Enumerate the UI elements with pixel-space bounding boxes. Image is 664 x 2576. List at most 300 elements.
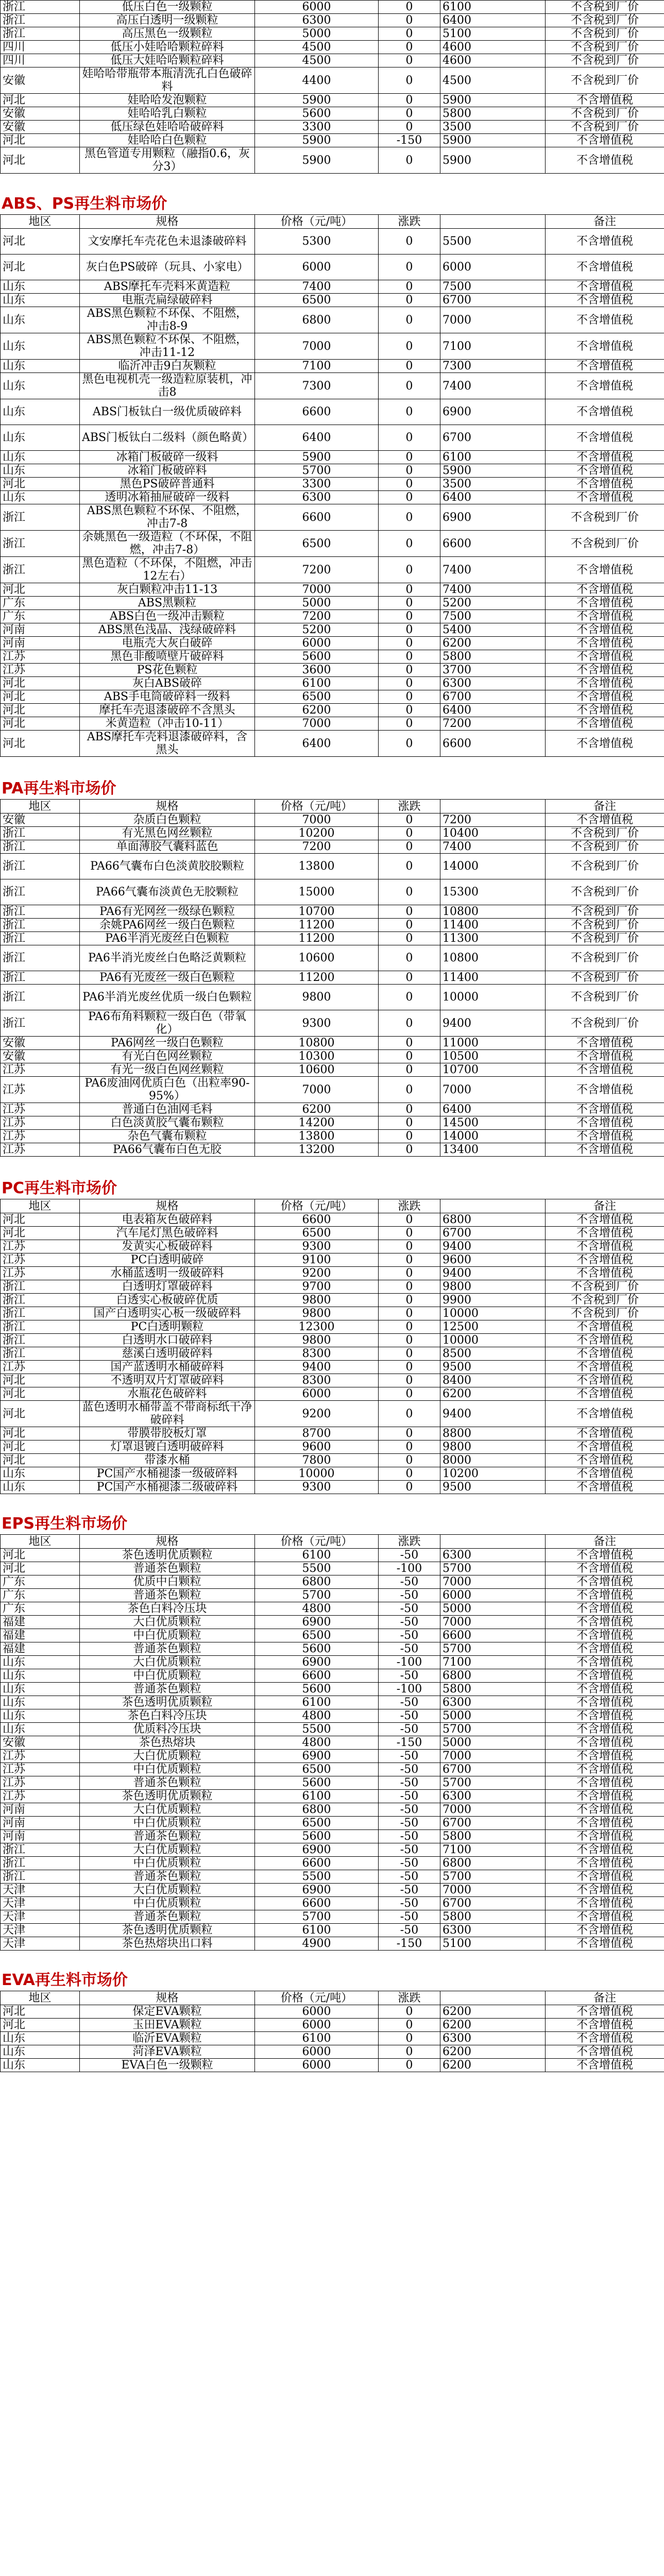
cell-spec: 摩托车壳退漆破碎不含黑头 xyxy=(80,704,255,717)
cell-price: 9800 xyxy=(255,1307,379,1320)
cell-note: 不含税到厂价 xyxy=(546,827,664,840)
cell-region: 浙江 xyxy=(1,27,80,41)
cell-spec: PA6半消光废丝优质一级白色颗粒 xyxy=(80,985,255,1010)
cell-note: 不含增值税 xyxy=(546,2005,664,2019)
table-row xyxy=(1,1130,664,1143)
cell-change: -50 xyxy=(379,1843,440,1857)
cell-prev: 14500 xyxy=(440,1116,546,1130)
cell-note: 不含增值税 xyxy=(546,373,664,399)
header-spec: 规格 xyxy=(80,800,255,814)
cell-prev: 6200 xyxy=(440,2059,546,2072)
cell-region: 浙江 xyxy=(1,1280,80,1294)
cell-change: 0 xyxy=(379,1010,440,1037)
cell-region: 河北 xyxy=(1,1213,80,1227)
cell-change: 0 xyxy=(379,932,440,945)
table-row xyxy=(1,1401,664,1427)
cell-price: 6900 xyxy=(255,1884,379,1897)
cell-prev: 4600 xyxy=(440,54,546,67)
cell-change: 0 xyxy=(379,478,440,491)
table-row xyxy=(1,333,664,360)
cell-change: 0 xyxy=(379,491,440,504)
cell-prev: 7100 xyxy=(440,1656,546,1669)
cell-change: 0 xyxy=(379,1130,440,1143)
header-spec: 规格 xyxy=(80,1535,255,1549)
cell-change: 0 xyxy=(379,664,440,677)
header-spec: 规格 xyxy=(80,215,255,229)
cell-spec: 低压小娃哈哈颗粒碎料 xyxy=(80,41,255,54)
table-row xyxy=(1,854,664,879)
cell-prev: 5700 xyxy=(440,1723,546,1736)
cell-change: -50 xyxy=(379,1696,440,1709)
header-region: 地区 xyxy=(1,800,80,814)
cell-note: 不含增值税 xyxy=(546,814,664,827)
cell-note: 不含税到厂价 xyxy=(546,932,664,945)
table-header-row xyxy=(1,215,664,229)
cell-note: 不含增值税 xyxy=(546,1213,664,1227)
table-row xyxy=(1,1280,664,1294)
cell-region: 浙江 xyxy=(1,945,80,971)
cell-note: 不含增值税 xyxy=(546,1077,664,1103)
cell-region: 山东 xyxy=(1,2032,80,2045)
table-row xyxy=(1,2019,664,2032)
cell-change: 0 xyxy=(379,2005,440,2019)
cell-change: 0 xyxy=(379,919,440,932)
cell-region: 河北 xyxy=(1,2005,80,2019)
cell-prev: 9400 xyxy=(440,1401,546,1427)
cell-spec: ABS门板钛白二级料（颜色略黄） xyxy=(80,425,255,451)
cell-spec: ABS黑色颗粒不环保、不阻燃，冲击7-8 xyxy=(80,504,255,531)
table-row xyxy=(1,717,664,731)
cell-region: 江苏 xyxy=(1,1763,80,1776)
header-empty xyxy=(440,215,546,229)
cell-price: 10000 xyxy=(255,1467,379,1481)
cell-prev: 15300 xyxy=(440,879,546,905)
table-row xyxy=(1,1294,664,1307)
cell-note: 不含增值税 xyxy=(546,294,664,307)
header-change: 涨跌 xyxy=(379,1535,440,1549)
cell-price: 6300 xyxy=(255,491,379,504)
cell-spec: ABS摩托车壳料米黄造粒 xyxy=(80,280,255,294)
cell-prev: 6100 xyxy=(440,451,546,464)
cell-spec: 茶色白料冷压块 xyxy=(80,1602,255,1616)
cell-prev: 3700 xyxy=(440,664,546,677)
cell-note: 不含增值税 xyxy=(546,637,664,650)
cell-spec: 灯罩退镀白透明破碎料 xyxy=(80,1440,255,1454)
cell-prev: 5700 xyxy=(440,1562,546,1575)
cell-prev: 6400 xyxy=(440,491,546,504)
cell-note: 不含增值税 xyxy=(546,2019,664,2032)
cell-change: 0 xyxy=(379,2059,440,2072)
cell-note: 不含增值税 xyxy=(546,425,664,451)
table-row xyxy=(1,1884,664,1897)
cell-prev: 7000 xyxy=(440,1077,546,1103)
cell-prev: 6100 xyxy=(440,1,546,14)
header-spec: 规格 xyxy=(80,1991,255,2005)
table-row xyxy=(1,147,664,174)
cell-note: 不含增值税 xyxy=(546,1575,664,1589)
cell-note: 不含增值税 xyxy=(546,1803,664,1817)
cell-note: 不含增值税 xyxy=(546,1910,664,1924)
table-row xyxy=(1,1709,664,1723)
cell-prev: 5700 xyxy=(440,1776,546,1790)
cell-region: 江苏 xyxy=(1,1116,80,1130)
cell-spec: 白色淡黄胶气囊布颗粒 xyxy=(80,1116,255,1130)
cell-note: 不含增值税 xyxy=(546,1374,664,1387)
cell-change: 0 xyxy=(379,107,440,121)
table-row xyxy=(1,229,664,255)
cell-spec: 灰白颗粒冲击11-13 xyxy=(80,583,255,597)
cell-price: 10300 xyxy=(255,1050,379,1063)
cell-region: 江苏 xyxy=(1,1063,80,1077)
cell-change: 0 xyxy=(379,1063,440,1077)
cell-prev: 3500 xyxy=(440,121,546,134)
cell-note: 不含增值税 xyxy=(546,1130,664,1143)
cell-price: 7200 xyxy=(255,610,379,623)
cell-prev: 9900 xyxy=(440,1294,546,1307)
cell-spec: PA6网丝一级白色颗粒 xyxy=(80,1037,255,1050)
cell-spec: PC白透明破碎 xyxy=(80,1253,255,1267)
table-row xyxy=(1,1050,664,1063)
cell-prev: 6700 xyxy=(440,1227,546,1240)
cell-prev: 5400 xyxy=(440,623,546,637)
cell-change: 0 xyxy=(379,731,440,757)
header-change: 涨跌 xyxy=(379,1991,440,2005)
cell-spec: 灰白色PS破碎（玩具、小家电） xyxy=(80,255,255,280)
cell-region: 江苏 xyxy=(1,1130,80,1143)
cell-spec: 有光白色网丝颗粒 xyxy=(80,1050,255,1063)
cell-spec: 中白优质颗粒 xyxy=(80,1817,255,1830)
cell-note: 不含增值税 xyxy=(546,1143,664,1157)
cell-region: 浙江 xyxy=(1,1843,80,1857)
cell-region: 河北 xyxy=(1,1562,80,1575)
table-row xyxy=(1,1374,664,1387)
table-row xyxy=(1,919,664,932)
cell-prev: 6700 xyxy=(440,690,546,704)
table-row xyxy=(1,557,664,583)
cell-prev: 6600 xyxy=(440,731,546,757)
cell-spec: PC国产水桶褪漆二级破碎料 xyxy=(80,1481,255,1494)
cell-price: 6000 xyxy=(255,255,379,280)
price-table-abs xyxy=(0,214,664,757)
cell-price: 6100 xyxy=(255,1549,379,1562)
cell-price: 3300 xyxy=(255,121,379,134)
table-row xyxy=(1,623,664,637)
table-row xyxy=(1,1669,664,1683)
cell-change: 0 xyxy=(379,1361,440,1374)
cell-price: 3600 xyxy=(255,664,379,677)
cell-spec: 黑色电视机壳一级造粒原装机，冲击8 xyxy=(80,373,255,399)
cell-note: 不含增值税 xyxy=(546,1616,664,1629)
cell-prev: 6800 xyxy=(440,1669,546,1683)
cell-price: 7000 xyxy=(255,333,379,360)
table-row xyxy=(1,1549,664,1562)
cell-change: -50 xyxy=(379,1549,440,1562)
cell-region: 河北 xyxy=(1,731,80,757)
table-row xyxy=(1,1575,664,1589)
cell-region: 河北 xyxy=(1,1227,80,1240)
cell-prev: 6400 xyxy=(440,1103,546,1116)
cell-price: 5600 xyxy=(255,107,379,121)
cell-price: 9300 xyxy=(255,1010,379,1037)
cell-change: 0 xyxy=(379,690,440,704)
cell-region: 浙江 xyxy=(1,932,80,945)
cell-note: 不含税到厂价 xyxy=(546,14,664,27)
cell-prev: 14000 xyxy=(440,854,546,879)
cell-prev: 9500 xyxy=(440,1481,546,1494)
cell-price: 12300 xyxy=(255,1320,379,1334)
header-note: 备注 xyxy=(546,215,664,229)
table-row xyxy=(1,294,664,307)
cell-region: 天津 xyxy=(1,1910,80,1924)
cell-price: 9200 xyxy=(255,1267,379,1280)
cell-region: 河北 xyxy=(1,690,80,704)
cell-region: 山东 xyxy=(1,333,80,360)
cell-price: 7000 xyxy=(255,583,379,597)
cell-price: 6100 xyxy=(255,2032,379,2045)
header-empty xyxy=(440,1991,546,2005)
header-region: 地区 xyxy=(1,1535,80,1549)
cell-region: 浙江 xyxy=(1,557,80,583)
cell-region: 河北 xyxy=(1,2019,80,2032)
cell-note: 不含增值税 xyxy=(546,1750,664,1763)
table-row xyxy=(1,464,664,478)
cell-price: 9700 xyxy=(255,1280,379,1294)
cell-note: 不含增值税 xyxy=(546,1116,664,1130)
table-row xyxy=(1,985,664,1010)
cell-change: 0 xyxy=(379,255,440,280)
cell-region: 河北 xyxy=(1,1440,80,1454)
table-row xyxy=(1,107,664,121)
table-row xyxy=(1,255,664,280)
cell-spec: 低压白色一级颗粒 xyxy=(80,1,255,14)
cell-region: 河南 xyxy=(1,623,80,637)
cell-spec: 黑色非酸喷壁片破碎料 xyxy=(80,650,255,664)
cell-change: 0 xyxy=(379,121,440,134)
header-region: 地区 xyxy=(1,215,80,229)
table-row xyxy=(1,425,664,451)
cell-prev: 10000 xyxy=(440,985,546,1010)
cell-price: 9600 xyxy=(255,1440,379,1454)
cell-region: 浙江 xyxy=(1,905,80,919)
cell-price: 6000 xyxy=(255,2045,379,2059)
cell-note: 不含增值税 xyxy=(546,1481,664,1494)
cell-change: 0 xyxy=(379,67,440,94)
cell-change: -50 xyxy=(379,1790,440,1803)
cell-region: 山东 xyxy=(1,360,80,373)
cell-price: 7000 xyxy=(255,814,379,827)
cell-region: 安徽 xyxy=(1,1736,80,1750)
table-row xyxy=(1,94,664,107)
cell-change: 0 xyxy=(379,1,440,14)
cell-region: 浙江 xyxy=(1,827,80,840)
cell-price: 4800 xyxy=(255,1736,379,1750)
table-row xyxy=(1,134,664,147)
cell-region: 山东 xyxy=(1,280,80,294)
cell-note: 不含增值税 xyxy=(546,597,664,610)
cell-spec: 临沂EVA颗粒 xyxy=(80,2032,255,2045)
table-row xyxy=(1,121,664,134)
cell-note: 不含税到厂价 xyxy=(546,1010,664,1037)
table-row xyxy=(1,879,664,905)
table-row xyxy=(1,1843,664,1857)
cell-spec: 透明冰箱抽屉破碎一级料 xyxy=(80,491,255,504)
cell-price: 5200 xyxy=(255,623,379,637)
cell-change: 0 xyxy=(379,1213,440,1227)
cell-region: 江苏 xyxy=(1,1077,80,1103)
cell-spec: 大白优质颗粒 xyxy=(80,1884,255,1897)
cell-note: 不含增值税 xyxy=(546,1830,664,1843)
cell-price: 4800 xyxy=(255,1602,379,1616)
table-row xyxy=(1,1776,664,1790)
cell-region: 河南 xyxy=(1,1817,80,1830)
cell-price: 6800 xyxy=(255,307,379,333)
table-row xyxy=(1,531,664,557)
cell-region: 河北 xyxy=(1,1454,80,1467)
cell-note: 不含增值税 xyxy=(546,690,664,704)
cell-change: 0 xyxy=(379,1103,440,1116)
cell-prev: 6800 xyxy=(440,1213,546,1227)
cell-price: 9100 xyxy=(255,1253,379,1267)
cell-note: 不含增值税 xyxy=(546,1103,664,1116)
cell-prev: 5900 xyxy=(440,147,546,174)
table-row xyxy=(1,1763,664,1776)
cell-spec: 低压大娃哈哈颗粒碎料 xyxy=(80,54,255,67)
cell-note: 不含增值税 xyxy=(546,1897,664,1910)
table-row xyxy=(1,1307,664,1320)
cell-region: 山东 xyxy=(1,425,80,451)
table-row xyxy=(1,2005,664,2019)
cell-change: 0 xyxy=(379,1240,440,1253)
cell-region: 河南 xyxy=(1,1830,80,1843)
cell-note: 不含增值税 xyxy=(546,478,664,491)
cell-region: 广东 xyxy=(1,1589,80,1602)
cell-price: 7400 xyxy=(255,280,379,294)
table-row xyxy=(1,1616,664,1629)
cell-prev: 6300 xyxy=(440,1924,546,1937)
cell-change: 0 xyxy=(379,360,440,373)
cell-price: 8700 xyxy=(255,1427,379,1440)
cell-change: 0 xyxy=(379,294,440,307)
table-row xyxy=(1,1910,664,1924)
cell-spec: ABS黑色浅晶、浅绿破碎料 xyxy=(80,623,255,637)
cell-region: 福建 xyxy=(1,1629,80,1642)
table-row xyxy=(1,932,664,945)
table-row xyxy=(1,27,664,41)
cell-prev: 6000 xyxy=(440,1589,546,1602)
table-row xyxy=(1,54,664,67)
cell-change: -50 xyxy=(379,1602,440,1616)
cell-spec: 茶色透明优质颗粒 xyxy=(80,1696,255,1709)
section-title-eps: EPS再生料市场价 xyxy=(2,1515,128,1533)
cell-note: 不含税到厂价 xyxy=(546,840,664,854)
cell-change: 0 xyxy=(379,399,440,425)
cell-region: 浙江 xyxy=(1,1334,80,1347)
table-row xyxy=(1,1454,664,1467)
table-row xyxy=(1,1063,664,1077)
cell-prev: 5000 xyxy=(440,1709,546,1723)
cell-price: 5000 xyxy=(255,27,379,41)
cell-change: -50 xyxy=(379,1910,440,1924)
cell-price: 5700 xyxy=(255,1589,379,1602)
header-change: 涨跌 xyxy=(379,800,440,814)
cell-spec: 茶色透明优质颗粒 xyxy=(80,1549,255,1562)
header-price: 价格（元/吨） xyxy=(255,1199,379,1213)
cell-change: -150 xyxy=(379,1736,440,1750)
cell-note: 不含税到厂价 xyxy=(546,27,664,41)
cell-price: 6000 xyxy=(255,1387,379,1401)
cell-price: 6600 xyxy=(255,504,379,531)
cell-prev: 7400 xyxy=(440,583,546,597)
table-row xyxy=(1,945,664,971)
cell-price: 7300 xyxy=(255,373,379,399)
cell-price: 7200 xyxy=(255,557,379,583)
cell-price: 4500 xyxy=(255,41,379,54)
cell-change: 0 xyxy=(379,677,440,690)
section-title-eva: EVA再生料市场价 xyxy=(2,1971,128,1989)
cell-region: 山东 xyxy=(1,1723,80,1736)
cell-spec: PA6有光网丝一级绿色颗粒 xyxy=(80,905,255,919)
cell-region: 浙江 xyxy=(1,1857,80,1870)
cell-spec: 中白优质颗粒 xyxy=(80,1669,255,1683)
cell-change: 0 xyxy=(379,425,440,451)
cell-region: 浙江 xyxy=(1,504,80,531)
price-table-eva xyxy=(0,1991,664,2072)
table-row xyxy=(1,1481,664,1494)
table-row xyxy=(1,1240,664,1253)
cell-price: 6200 xyxy=(255,1103,379,1116)
cell-region: 广东 xyxy=(1,1602,80,1616)
cell-change: 0 xyxy=(379,147,440,174)
cell-change: 0 xyxy=(379,879,440,905)
cell-price: 9200 xyxy=(255,1401,379,1427)
cell-prev: 6200 xyxy=(440,2019,546,2032)
section-title-pc: PC再生料市场价 xyxy=(2,1179,117,1197)
cell-change: -50 xyxy=(379,1616,440,1629)
cell-price: 10600 xyxy=(255,945,379,971)
cell-price: 13800 xyxy=(255,854,379,879)
table-row xyxy=(1,704,664,717)
cell-region: 山东 xyxy=(1,294,80,307)
cell-region: 安徽 xyxy=(1,1050,80,1063)
cell-prev: 7400 xyxy=(440,840,546,854)
cell-spec: PS花色颗粒 xyxy=(80,664,255,677)
cell-change: 0 xyxy=(379,1440,440,1454)
cell-prev: 3500 xyxy=(440,478,546,491)
table-row xyxy=(1,827,664,840)
cell-region: 江苏 xyxy=(1,1776,80,1790)
cell-note: 不含增值税 xyxy=(546,1790,664,1803)
table-header-row xyxy=(1,1535,664,1549)
cell-price: 6600 xyxy=(255,1669,379,1683)
cell-price: 8300 xyxy=(255,1347,379,1361)
cell-prev: 7400 xyxy=(440,557,546,583)
cell-spec: 电瓶壳扁绿破碎料 xyxy=(80,294,255,307)
cell-change: 0 xyxy=(379,94,440,107)
cell-change: 0 xyxy=(379,610,440,623)
cell-change: 0 xyxy=(379,41,440,54)
cell-price: 6500 xyxy=(255,1763,379,1776)
cell-change: -100 xyxy=(379,1683,440,1696)
cell-region: 河北 xyxy=(1,134,80,147)
cell-spec: 中白优质颗粒 xyxy=(80,1629,255,1642)
cell-region: 浙江 xyxy=(1,531,80,557)
cell-note: 不含增值税 xyxy=(546,229,664,255)
cell-prev: 6200 xyxy=(440,2045,546,2059)
cell-region: 福建 xyxy=(1,1616,80,1629)
cell-region: 河北 xyxy=(1,1549,80,1562)
price-table-top xyxy=(0,0,664,174)
cell-region: 山东 xyxy=(1,399,80,425)
